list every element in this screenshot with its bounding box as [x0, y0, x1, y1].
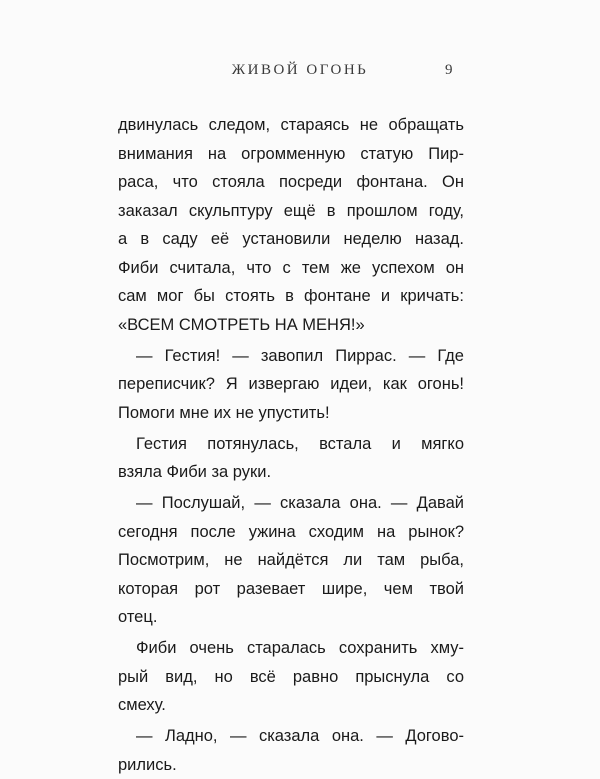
text-line: рый вид, но всё равно прыснула со — [118, 663, 464, 692]
text-line: Фиби считала, что с тем же успехом он — [118, 254, 464, 283]
body-text — [118, 111, 464, 779]
text-line: — Ладно, — сказала она. — Догово- — [118, 722, 464, 751]
text-line: «ВСЕМ СМОТРЕТЬ НА МЕНЯ!» — [118, 311, 464, 340]
text-line: Гестия потянулась, встала и мягко — [118, 430, 464, 459]
text-line: Фиби очень старалась сохранить хму- — [118, 634, 464, 663]
page-number: 9 — [445, 62, 453, 79]
text-line: которая рот разевает шире, чем твой — [118, 575, 464, 604]
text-line: — Послушай, — сказала она. — Давай — [118, 489, 464, 518]
text-line: Посмотрим, не найдётся ли там рыба, — [118, 546, 464, 575]
text-line: двинулась следом, стараясь не обращать — [118, 111, 464, 140]
text-line: сегодня после ужина сходим на рынок? — [118, 518, 464, 547]
text-line: переписчик? Я извергаю идеи, как огонь! — [118, 370, 464, 399]
text-line: взяла Фиби за руки. — [118, 458, 464, 487]
text-line: а в саду её установили неделю назад. — [118, 225, 464, 254]
text-line: раса, что стояла посреди фонтана. Он — [118, 168, 464, 197]
text-line: смеху. — [118, 691, 464, 720]
text-line: рились. — [118, 751, 464, 779]
text-line: отец. — [118, 603, 464, 632]
running-title: ЖИВОЙ ОГОНЬ — [205, 62, 395, 79]
text-line: сам мог бы стоять в фонтане и кричать: — [118, 282, 464, 311]
page-header — [0, 62, 600, 92]
text-line: — Гестия! — завопил Пиррас. — Где — [118, 342, 464, 371]
text-line: внимания на огромменную статую Пир- — [118, 140, 464, 169]
text-line: Помоги мне их не упустить! — [118, 399, 464, 428]
text-line: заказал скульптуру ещё в прошлом году, — [118, 197, 464, 226]
